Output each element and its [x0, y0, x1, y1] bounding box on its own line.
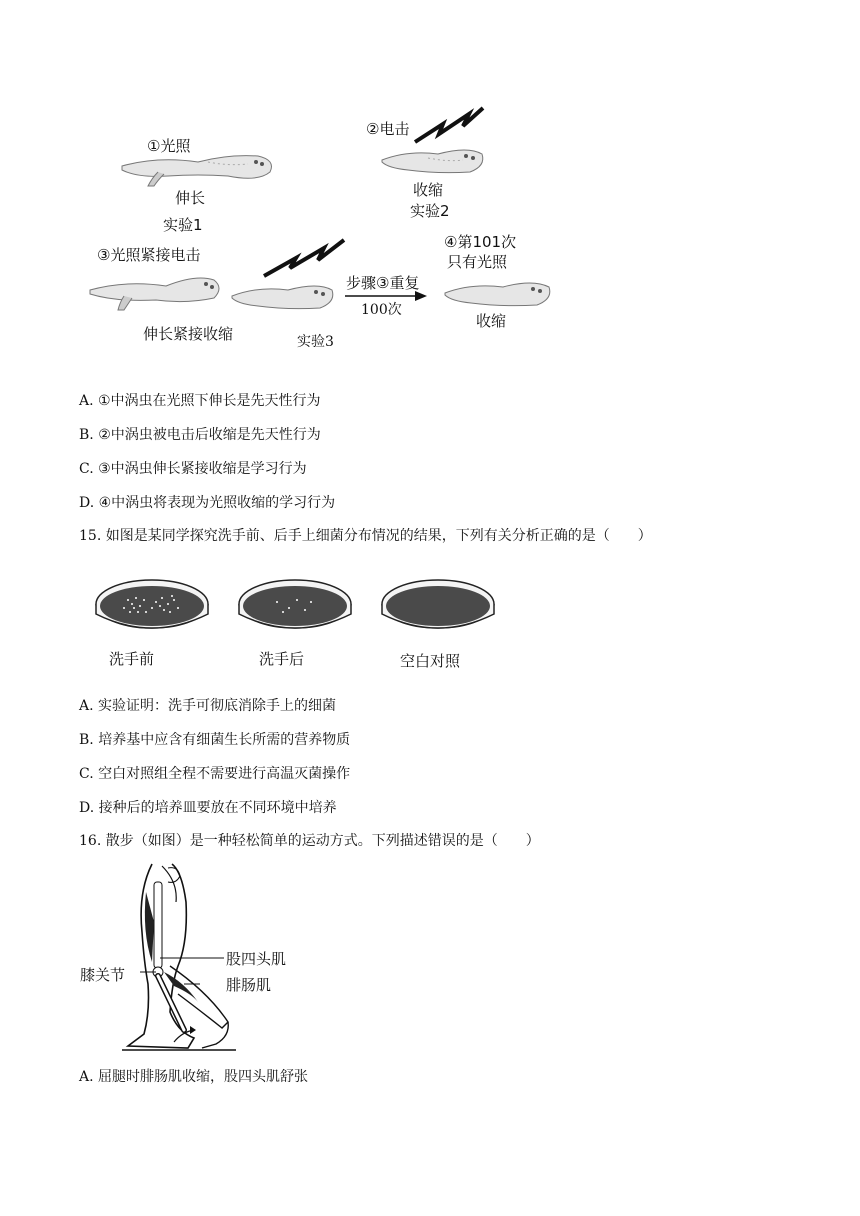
arrow-bottom-label: 100次 [361, 302, 402, 318]
exp2-name-label: 实验2 [410, 202, 450, 220]
q15-option-c: C. 空白对照组全程不需要进行高温灭菌操作 [79, 766, 351, 782]
lightning-bolt-2-icon [262, 236, 346, 280]
q15-option-b: B. 培养基中应含有细菌生长所需的营养物质 [79, 732, 351, 748]
worm-contracted-4-icon [441, 275, 555, 311]
petri-dish-control-icon [380, 578, 496, 640]
petri-dish-before-icon [94, 578, 210, 640]
exp4-result-label: 收缩 [476, 312, 507, 330]
exp1-step-label: ①光照 [147, 137, 191, 155]
exp4-step-line1: ④第101次 [444, 233, 517, 251]
q14-option-a: A. ①中涡虫在光照下伸长是先天性行为 [79, 393, 321, 409]
q14-option-c: C. ③中涡虫伸长紧接收缩是学习行为 [79, 461, 307, 477]
worm-extended-1-icon [118, 148, 278, 190]
label-gastrocnemius: 腓肠肌 [226, 976, 272, 994]
exp3-step-label: ③光照紧接电击 [97, 246, 201, 264]
q16-question: 16. 散步（如图）是一种轻松简单的运动方式。下列描述错误的是（ ） [79, 833, 540, 849]
label-knee: 膝关节 [80, 966, 126, 984]
exp3-result-label: 伸长紧接收缩 [143, 325, 234, 343]
worm-contracted-2-icon [378, 140, 488, 180]
worm-extended-3-icon [86, 270, 226, 312]
q14-option-b: B. ②中涡虫被电击后收缩是先天性行为 [79, 427, 321, 443]
q15-question: 15. 如图是某同学探究洗手前、后手上细菌分布情况的结果，下列有关分析正确的是（ ） [79, 528, 652, 544]
q15-option-d: D. 接种后的培养皿要放在不同环境中培养 [79, 800, 337, 816]
exp2-step-label: ②电击 [366, 120, 410, 138]
exp2-result-label: 收缩 [413, 181, 444, 199]
q15-option-a: A. 实验证明：洗手可彻底消除手上的细菌 [79, 698, 337, 714]
label-quadriceps: 股四头肌 [226, 950, 287, 968]
q16-option-a: A. 屈腿时腓肠肌收缩，股四头肌舒张 [79, 1069, 309, 1085]
exp3-name-label: 实验3 [297, 334, 334, 350]
q14-option-d: D. ④中涡虫将表现为光照收缩的学习行为 [79, 495, 336, 511]
dish-before-label: 洗手前 [109, 650, 155, 668]
dish-after-label: 洗手后 [259, 650, 305, 668]
exp1-name-label: 实验1 [163, 216, 203, 234]
exp4-step-line2: 只有光照 [447, 253, 508, 271]
label-leader-lines [140, 950, 230, 990]
dish-control-label: 空白对照 [400, 652, 461, 670]
exp1-result-label: 伸长 [175, 189, 206, 207]
worm-contracted-3-icon [228, 278, 338, 314]
arrow-top-label: 步骤③重复 [346, 274, 420, 292]
petri-dish-after-icon [237, 578, 353, 640]
